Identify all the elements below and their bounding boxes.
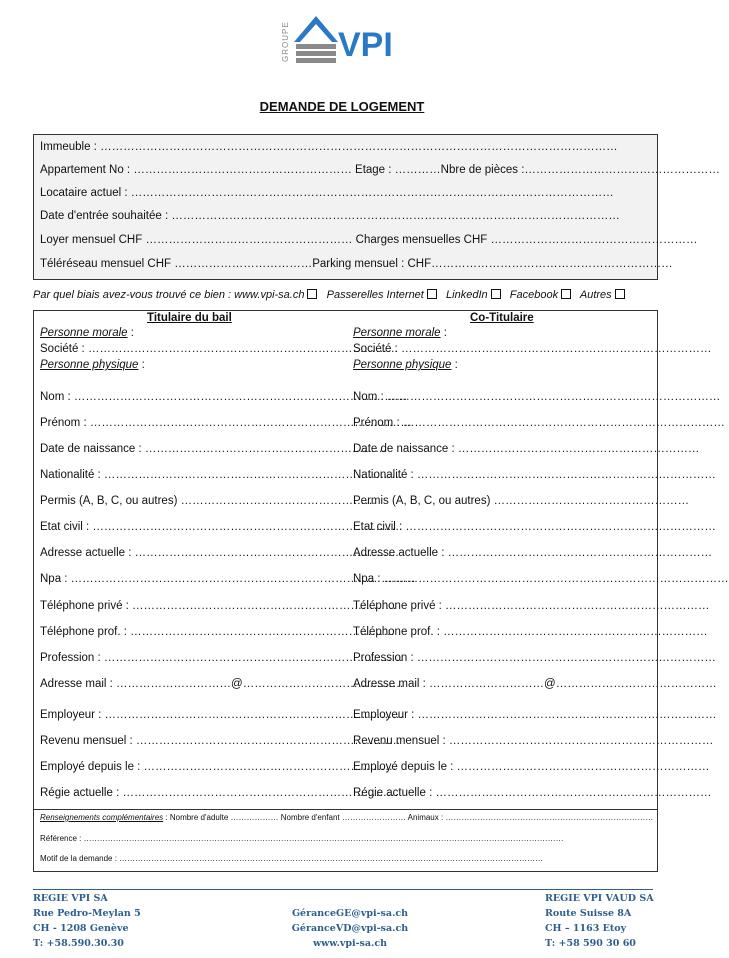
email-ge-link[interactable]: GéranceGE@vpi-sa.ch [291,908,409,919]
checkbox-icon [615,289,625,299]
right-personne-physique: Personne physique : [353,359,458,371]
right-field-row[interactable]: Nom : …………………………………………………………………………… [353,391,721,403]
renseignements-field[interactable]: Renseignements complémentaires : Nombre d'adulte ……………… Nombre d'enfant …………………… Animaux : …………………………………………………………………… [40,813,654,822]
date-entree-field[interactable]: Date d'entrée souhaitée : ……………………………………………………………………………………………………… [40,210,620,222]
source-question-line [33,289,625,301]
left-field-row[interactable]: Téléphone prof. : …………………………………………………………… [40,626,395,638]
logo-groupe-text: GROUPE [281,21,290,62]
right-field-row[interactable]: Prénom : ………………………………………………………………………… [353,417,725,429]
checkbox-icon [561,289,571,299]
option-autres[interactable]: Autres [580,289,625,301]
extra-info-box [33,810,658,872]
building-icon [294,16,338,63]
left-field-row[interactable]: Date de naissance : ……………………………………………………… [40,443,387,455]
right-field-row[interactable]: Téléphone privé : …………………………………………………………… [353,600,710,612]
checkbox-icon [491,289,501,299]
footer-divider [33,889,653,890]
left-field-row[interactable]: Nom : …………………………………………………………………………… [40,391,408,403]
telereseau-parking-field[interactable]: Téléréseau mensuel CHF ………………………………Parking mensuel : CHF……………………………………………………… [40,258,673,270]
left-societe-field[interactable]: Société : ……………………………………………………………………… [40,343,399,355]
footer-left: REGIE VPI SA Rue Pedro-Meylan 5 CH - 1208 Genève T: +58.590.30.30 [33,893,141,949]
left-field-row[interactable]: Revenu mensuel : …………………………………………………………… [40,735,401,747]
right-personne-morale: Personne morale : [353,327,447,339]
reference-field[interactable]: Référence : ……………………………………………………………………………………………………………………………………………………………… [40,834,564,843]
right-field-row[interactable]: Adresse mail : …………………………@…………………………………… [353,678,717,690]
left-field-row[interactable]: Npa : ……………………………………………………………………………… [40,573,416,585]
right-field-row[interactable]: Permis (A, B, C, ou autres) …………………………………………… [353,495,690,507]
left-field-row[interactable]: Nationalité : …………………………………………………………………… [40,469,403,481]
left-field-row[interactable]: Etat civil : ……………………………………………………………………… [40,521,403,533]
left-field-row[interactable]: Régie actuelle : ……………………………………………………………… [40,787,399,799]
motif-field[interactable]: Motif de la demande : …………………………………………………………………………………………………………………………………………… [40,854,544,863]
right-field-row[interactable]: Npa : ……………………………………………………………………………… [353,573,729,585]
left-personne-morale: Personne morale : [40,327,134,339]
right-field-row[interactable]: Date de naissance : ……………………………………………………… [353,443,700,455]
left-field-row[interactable]: Téléphone privé : …………………………………………………………… [40,600,397,612]
right-field-row[interactable]: Adresse actuelle : …………………………………………………………… [353,547,713,559]
right-societe-field[interactable]: Société : ……………………………………………………………………… [353,343,712,355]
right-field-row[interactable]: Nationalité : …………………………………………………………………… [353,469,716,481]
left-field-row[interactable]: Permis (A, B, C, ou autres) …………………………………………… [40,495,377,507]
left-field-row[interactable]: Employé depuis le : ………………………………………………………… [40,761,397,773]
right-field-row[interactable]: Etat civil : ……………………………………………………………………… [353,521,716,533]
footer-right: REGIE VPI VAUD SA Route Suisse 8A CH – 1163 Etoy T: +58 590 30 60 [545,893,654,949]
checkbox-icon [427,289,437,299]
locataire-actuel-field[interactable]: Locataire actuel : ……………………………………………………………………………………………………………… [40,187,614,199]
appartement-field[interactable]: Appartement No : ………………………………………………… Etage : …………Nbre de pièces :…………………………………………… [40,164,720,176]
co-titulaire-heading: Co-Titulaire [470,312,534,324]
loyer-charges-field[interactable]: Loyer mensuel CHF ……………………………………………… Charges mensuelles CHF ……………………………………………… [40,234,698,246]
checkbox-icon [307,289,317,299]
titulaire-heading: Titulaire du bail [147,312,232,324]
right-field-row[interactable]: Employeur : …………………………………………………………………… [353,709,717,721]
right-field-row[interactable]: Téléphone prof. : …………………………………………………………… [353,626,708,638]
left-field-row[interactable]: Adresse mail : …………………………@…………………………………… [40,678,404,690]
applicant-box [33,310,729,810]
logo-brand-text: VPI [338,26,393,64]
left-field-row[interactable]: Adresse actuelle : …………………………………………………………… [40,547,400,559]
option-passerelles[interactable]: Passerelles Internet [327,289,437,301]
website-link[interactable]: www.vpi-sa.ch [312,938,388,949]
source-question: Par quel biais avez-vous trouvé ce bien : [33,289,232,301]
option-vpi-site[interactable]: www.vpi-sa.ch [234,289,317,301]
immeuble-field[interactable]: Immeuble : ……………………………………………………………………………………………………………………… [40,141,618,153]
left-personne-physique: Personne physique : [40,359,145,371]
footer-center [290,906,410,951]
option-linkedin[interactable]: LinkedIn [446,289,501,301]
right-field-row[interactable]: Revenu mensuel : …………………………………………………………… [353,735,714,747]
property-info-box [33,134,720,280]
option-facebook[interactable]: Facebook [510,289,571,301]
right-field-row[interactable]: Profession : …………………………………………………………………… [353,652,716,664]
right-field-row[interactable]: Régie actuelle : ……………………………………………………………… [353,787,712,799]
email-vd-link[interactable]: GéranceVD@vpi-sa.ch [291,923,409,934]
page-title: DEMANDE DE LOGEMENT [259,99,425,114]
right-field-row[interactable]: Employé depuis le : ………………………………………………………… [353,761,710,773]
left-field-row[interactable]: Employeur : …………………………………………………………………… [40,709,404,721]
left-field-row[interactable]: Prénom : ………………………………………………………………………… [40,417,412,429]
vpi-logo [278,12,408,66]
left-field-row[interactable]: Profession : …………………………………………………………………… [40,652,403,664]
